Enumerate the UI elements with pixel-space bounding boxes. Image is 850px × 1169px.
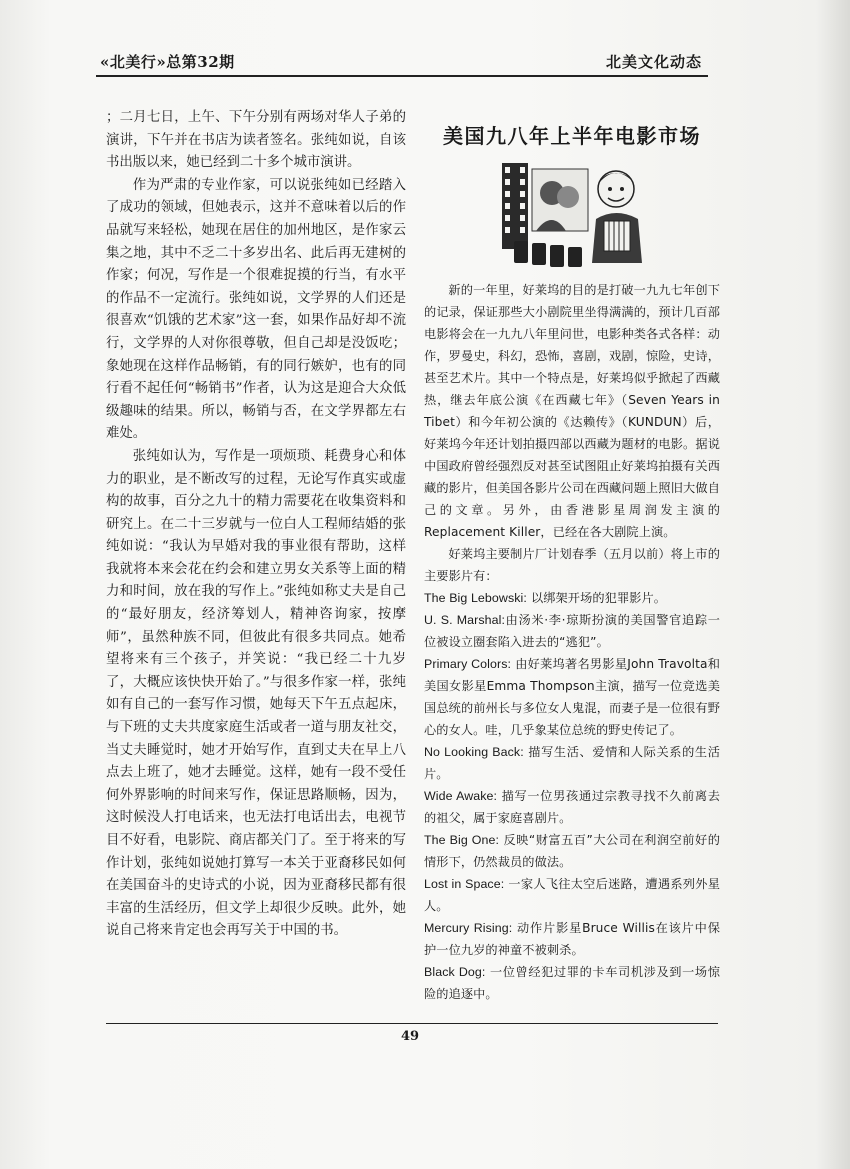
movie-description: 动作片影星Bruce Willis在该片中保护一位九岁的神童不被刺杀。 (424, 921, 720, 957)
list-item (424, 609, 720, 653)
movie-title: Lost in Space: (424, 877, 505, 891)
movie-title: The Big One: (424, 833, 500, 847)
article-title: 美国九八年上半年电影市场 (443, 124, 701, 148)
list-item (424, 741, 720, 785)
movie-description: 描写生活、爱情和人际关系的生活片。 (424, 745, 721, 781)
movie-description: 以绑架开场的犯罪影片。 (530, 591, 667, 605)
movie-title: Primary Colors: (424, 657, 512, 671)
movie-title: The Big Lebowski: (424, 591, 527, 605)
section-header: 北美文化动态 (605, 53, 702, 71)
left-column (106, 107, 406, 943)
page-number: 49 (401, 1029, 420, 1044)
list-item (424, 873, 720, 917)
movie-list (424, 587, 720, 1005)
left-paragraph: 张纯如认为，写作是一项烦琐、耗费身心和体力的职业，是不断改写的过程，无论写作真实或虚构的故事，百分之九十的精力需要花在收集资料和研究上。在二十三岁就与一位白人工程师结婚的张纯如说：“我认为早婚对我的事业很有帮助，这样我就将本来会花在约会和建立男女关系等上面的精力和时间，放在我的写作上。”张纯如称丈夫是自己的“最好朋友，经济筹划人，精神咨询家，按摩师”，虽然种族不同，但彼此有很多共同点。她希望将来有三个孩子，并笑说：“我已经二十九岁了，大概应该快快开始了。”与很多作家一样，张纯如有自己的一套写作习惯，她每天下午五点起床，与下班的丈夫共度家庭生活或者一道与朋友社交，当丈夫睡觉时，她才开始写作，直到丈夫在早上八点去上班了，她才去睡觉。这样，她有一段不受任何外界影响的时间来写作，保证思路顺畅，因为，这时候没人打电话来，也无法打电话出去，电视节目不好看，电影院、商店都关门了。至于将来的写作计划，张纯如说她打算写一本关于亚裔移民如何在美国奋斗的史诗式的小说，因为亚裔移民都有很丰富的生活经历，但文学上却很少反映。此外，她说自己将来肯定也会再写关于中国的书。 (106, 448, 406, 939)
movie-description: 由好莱坞著名男影星John Travolta和美国女影星Emma Thompson主演，描写一位竞选美国总统的前州长与多位女人鬼混，而妻子是一位很有野心的女人。哇，几乎象某位总统的野史传记了。 (424, 657, 720, 737)
movie-description: 描写一位男孩通过宗教寻找不久前离去的祖父，属于家庭喜剧片。 (424, 789, 721, 825)
list-item (424, 829, 720, 873)
movie-title: U. S. Marshal: (424, 613, 506, 627)
list-intro: 好莱坞主要制片厂计划春季（五月以前）将上市的主要影片有： (424, 547, 720, 583)
article-body (424, 279, 720, 1005)
left-paragraph: ；二月七日，上午、下午分别有两场对华人子弟的演讲，下午并在书店为读者签名。张纯如说，自该书出版以来，她已经到二十多个城市演讲。 (106, 110, 406, 171)
list-item (424, 785, 720, 829)
movie-title: No Looking Back: (424, 745, 524, 759)
movie-title: Wide Awake: (424, 789, 498, 803)
issue-header: «北美行»总第32期 (100, 53, 235, 71)
list-item (424, 961, 720, 1005)
footer-rule (106, 1023, 718, 1024)
article-intro: 新的一年里，好莱坞的目的是打破一九九七年创下的记录，保证那些大小剧院里坐得满满的，预计几百部电影将会在一九九八年里问世，电影种类各式各样：动作，罗曼史，科幻，恐怖，喜剧，戏剧，惊险，史诗，甚至艺术片。其中一个特点是，好莱坞似乎掀起了西藏热，继去年底公演《在西藏七年》（Seven Years in Tibet）和今年初公演的《达赖传》（KUNDUN）后，好莱坞今年还计划拍摄四部以西藏为题材的电影。据说中国政府曾经强烈反对甚至试图阻止好莱坞拍摄有关西藏的影片，但美国各影片公司在西藏问题上照旧大做自己的文章。另外，由香港影星周润发主演的Replacement Killer，已经在各大剧院上演。 (424, 283, 720, 539)
film-illustration (496, 159, 646, 271)
movie-description: 反映“财富五百”大公司在利润空前好的情形下，仍然裁员的做法。 (424, 833, 720, 869)
movie-description: 由汤米·李·琼斯扮演的美国警官追踪一位被设立圈套陷入进去的“逃犯”。 (424, 613, 720, 649)
movie-description: 一家人飞往太空后迷路，遭遇系列外星人。 (424, 877, 720, 913)
list-item (424, 587, 720, 609)
movie-description: 一位曾经犯过罪的卡车司机涉及到一场惊险的追逐中。 (424, 965, 720, 1001)
movie-title: Black Dog: (424, 965, 486, 979)
movie-title: Mercury Rising: (424, 921, 513, 935)
right-column (424, 120, 720, 1005)
header-rule (96, 75, 708, 77)
list-item (424, 917, 720, 961)
list-item (424, 653, 720, 741)
left-paragraph: 作为严肃的专业作家，可以说张纯如已经踏入了成功的领域，但她表示，这并不意味着以后的作品就写来轻松，她现在居住的加州地区，是作家云集之地，其中不乏二十多岁出名、此后再无建树的作家；何况，写作是一个很难捉摸的行当，有水平的作品不一定流行。张纯如说，文学界的人们还是很喜欢“饥饿的艺术家”这一套，如果作品好却不流行，文学界的人对你很尊敬，但自己却是没饭吃；象她现在这样作品畅销，有的同行嫉妒，也有的同行看不起任何“畅销书”作者，认为这是迎合大众低级趣味的结果。所以，畅销与否，在文学界都左右难处。 (106, 177, 406, 442)
